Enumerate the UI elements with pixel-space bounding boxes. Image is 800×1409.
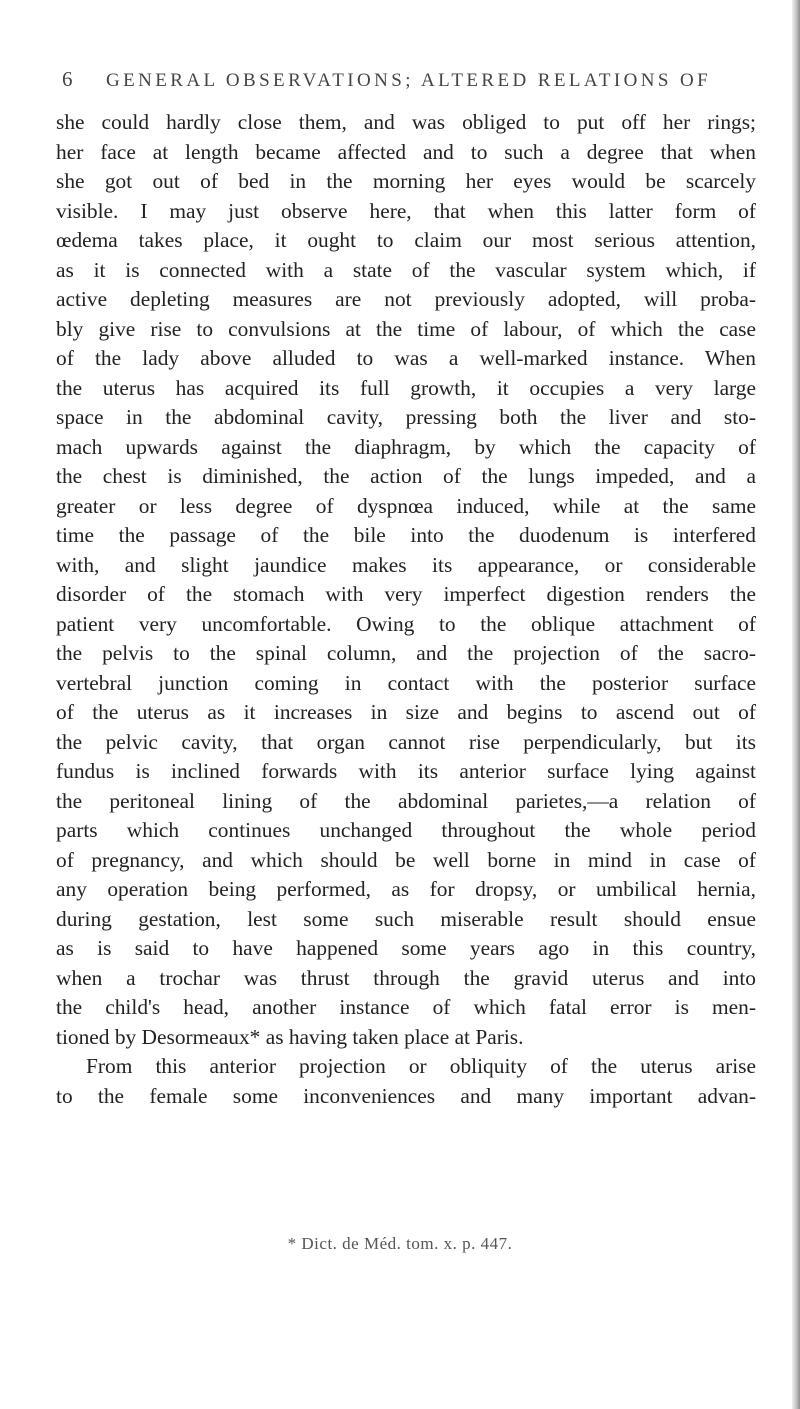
running-head bbox=[62, 60, 752, 98]
page-number: 6 bbox=[62, 67, 73, 91]
text-line: as it is connected with a state of the vascular system which, if bbox=[56, 257, 756, 282]
text-line: during gestation, lest some such miserable result should ensue bbox=[56, 906, 756, 931]
text-line: the chest is diminished, the action of the lungs impeded, and a bbox=[56, 464, 756, 488]
text-line: the peritoneal lining of the abdominal parietes,—a relation of bbox=[56, 788, 756, 813]
text-line: to the female some inconveniences and many important advan- bbox=[56, 1083, 756, 1108]
text-line: parts which continues unchanged throughout the whole period bbox=[56, 818, 756, 842]
text-line: fundus is inclined forwards with its anterior surface lying against bbox=[56, 759, 756, 783]
text-line: œdema takes place, it ought to claim our most serious attention, bbox=[56, 228, 756, 252]
text-line: her face at length became affected and to such a degree that when bbox=[56, 139, 756, 164]
text-line: the child's head, another instance of which fatal error is men- bbox=[56, 995, 756, 1019]
text-line: when a trochar was thrust through the gravid uterus and into bbox=[56, 965, 756, 990]
text-line: the uterus has acquired its full growth, it occupies a very large bbox=[56, 375, 756, 400]
text-line: visible. I may just observe here, that when this latter form of bbox=[56, 198, 756, 223]
body-text bbox=[56, 108, 756, 1111]
text-line: bly give rise to convulsions at the time of labour, of which the case bbox=[56, 316, 756, 341]
text-line: as is said to have happened some years ago in this country, bbox=[56, 936, 756, 960]
text-line: any operation being performed, as for dropsy, or umbilical hernia, bbox=[56, 877, 756, 901]
text-line: she got out of bed in the morning her eyes would be scarcely bbox=[56, 169, 756, 193]
page-edge-shadow bbox=[792, 0, 800, 1409]
text-line: space in the abdominal cavity, pressing both the liver and sto- bbox=[56, 405, 756, 429]
text-line: patient very uncomfortable. Owing to the oblique attachment of bbox=[56, 611, 756, 636]
text-line: of the uterus as it increases in size and begins to ascend out of bbox=[56, 700, 756, 724]
text-line: mach upwards against the diaphragm, by which the capacity of bbox=[56, 434, 756, 459]
text-line: the pelvic cavity, that organ cannot rise perpendicularly, but its bbox=[56, 729, 756, 754]
text-line: tioned by Desormeaux* as having taken place at Paris. bbox=[56, 1024, 524, 1049]
text-line: greater or less degree of dyspnœa induced, while at the same bbox=[56, 493, 756, 518]
text-line: active depleting measures are not previously adopted, will proba- bbox=[56, 287, 756, 311]
text-line: she could hardly close them, and was obliged to put off her rings; bbox=[56, 110, 756, 134]
text-line: disorder of the stomach with very imperfect digestion renders the bbox=[56, 582, 756, 606]
text-line: with, and slight jaundice makes its appearance, or considerable bbox=[56, 552, 756, 577]
text-line: vertebral junction coming in contact with the posterior surface bbox=[56, 670, 756, 695]
text-line: time the passage of the bile into the duodenum is interfered bbox=[56, 523, 756, 547]
text-line: of pregnancy, and which should be well borne in mind in case of bbox=[56, 847, 756, 872]
text-line: the pelvis to the spinal column, and the projection of the sacro- bbox=[56, 641, 756, 665]
text-line: of the lady above alluded to was a well-marked instance. When bbox=[56, 346, 756, 370]
text-line: From this anterior projection or obliquity of the uterus arise bbox=[86, 1054, 756, 1078]
footnote: * Dict. de Méd. tom. x. p. 447. bbox=[287, 1234, 513, 1253]
running-title: GENERAL OBSERVATIONS; ALTERED RELATIONS OF bbox=[106, 70, 712, 91]
